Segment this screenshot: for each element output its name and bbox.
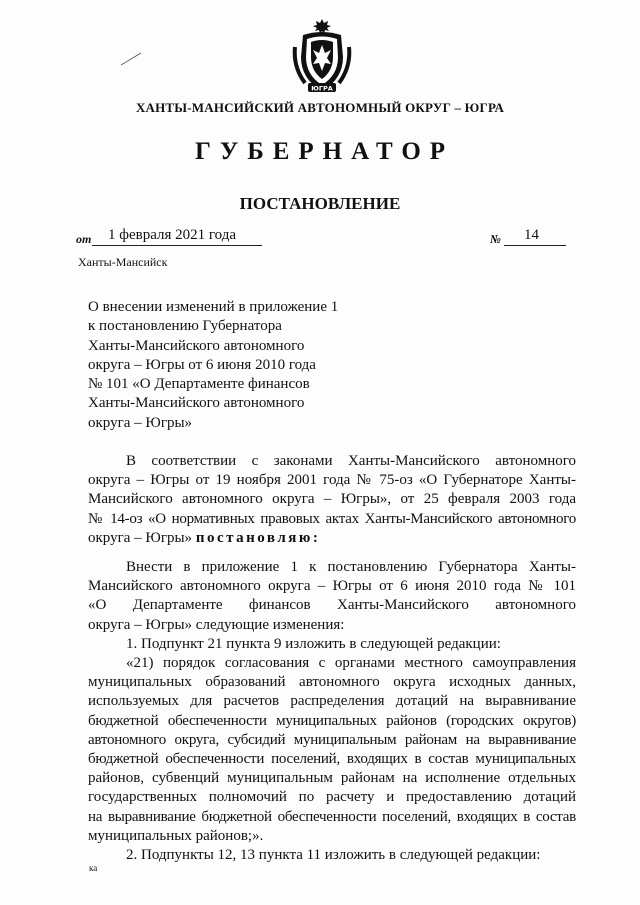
decree-date: 1 февраля 2021 года: [92, 226, 262, 246]
preamble-line: округа – Югры от 19 ноября 2001 года № 75-оз «О Губернаторе Ханты-: [88, 472, 576, 489]
footer-initials: ка: [89, 863, 98, 873]
quote-line: муниципальных образований автономного округа исходных данных,: [88, 674, 576, 691]
date-number-row: [76, 226, 576, 248]
quote-line: государственных полномочий по расчету и предоставлению дотаций: [88, 789, 576, 806]
quote-line: «21) порядок согласования с органами местного самоуправления: [126, 655, 576, 672]
preamble-line: № 14-оз «О нормативных правовых актах Ханты-Мансийского автономного: [88, 510, 576, 527]
preamble-last-line: [88, 529, 576, 548]
item-2: 2. Подпункты 12, 13 пункта 11 изложить в следующей редакции:: [126, 847, 541, 864]
subject-line: округа – Югры»: [88, 414, 193, 431]
item-1: 1. Подпункт 21 пункта 9 изложить в следующей редакции:: [126, 635, 501, 652]
city-name: Ханты-Мансийск: [78, 255, 168, 269]
intro-line: Внести в приложение 1 к постановлению Губернатора Ханты-: [126, 559, 576, 576]
quote-line: районов, субвенций муниципальным районам на исполнение отдельных: [88, 770, 576, 787]
resolve-word: постановляю:: [195, 529, 321, 546]
number-prefix: №: [490, 232, 501, 246]
quote-line: бюджетной обеспеченности поселений, входящих в состав муниципальных: [88, 751, 576, 768]
governor-title: ГУБЕРНАТОР: [194, 138, 455, 165]
amendment-intro: [88, 558, 576, 635]
coat-of-arms-emblem: [291, 17, 353, 97]
quote-line: автономного округа, субсидий муниципальным районам на выравнивание: [88, 731, 576, 748]
subject-block: [88, 298, 378, 433]
quote-line: бюджетной обеспеченности муниципальных районов (городских округов): [88, 712, 576, 729]
subject-line: О внесении изменений в приложение 1: [88, 299, 339, 315]
subject-line: округа – Югры от 6 июня 2010 года: [88, 356, 316, 373]
date-prefix: от: [76, 232, 92, 246]
quote-line: используемых для расчетов распределения дотаций на выравнивание: [88, 693, 576, 710]
region-title: ХАНТЫ-МАНСИЙСКИЙ АВТОНОМНЫЙ ОКРУГ – ЮГРА: [135, 100, 505, 115]
intro-last-line: округа – Югры» следующие изменения:: [88, 616, 345, 633]
pen-stroke-mark: [120, 52, 142, 66]
quote-line: на выравнивание бюджетной обеспеченности поселений, входящих в состав: [88, 808, 576, 825]
subject-line: № 101 «О Департаменте финансов: [88, 376, 310, 393]
decree-body: [88, 452, 576, 865]
preamble-last-text: округа – Югры»: [88, 529, 193, 546]
paragraph-gap: [88, 548, 576, 558]
preamble-line: В соответствии с законами Ханты-Мансийского автономного: [126, 453, 576, 469]
preamble-line: Мансийского автономного округа – Югры», от 25 февраля 2003 года: [88, 491, 576, 508]
preamble-paragraph: [88, 452, 576, 548]
decree-title: ПОСТАНОВЛЕНИЕ: [239, 194, 401, 213]
item-1-quote: [88, 654, 576, 846]
subject-line: к постановлению Губернатора: [88, 318, 282, 335]
quote-last-line: муниципальных районов;».: [88, 827, 264, 844]
decree-number: 14: [504, 226, 566, 246]
intro-line: Мансийского автономного округа – Югры от 6 июня 2010 года № 101: [88, 578, 576, 595]
subject-line: Ханты-Мансийского автономного: [88, 337, 305, 354]
svg-text:ЮГРА: ЮГРА: [311, 84, 333, 93]
intro-line: «О Департаменте финансов Ханты-Мансийского автономного: [88, 597, 576, 614]
subject-line: Ханты-Мансийского автономного: [88, 395, 305, 412]
